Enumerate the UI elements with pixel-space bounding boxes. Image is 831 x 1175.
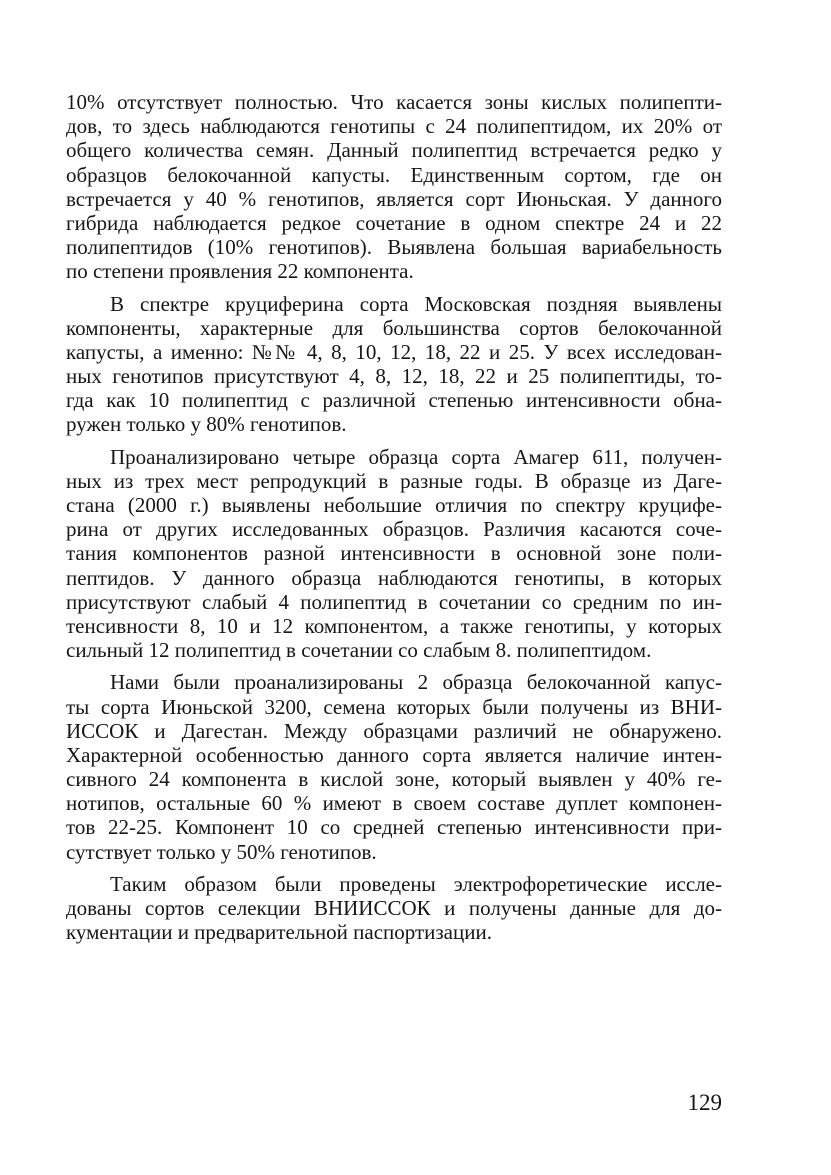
page-number: 129 <box>687 1090 722 1115</box>
text-line: ных из трех мест репродукций в разные годы. В образце из Даге- <box>66 468 722 493</box>
text-line: дованы сортов селекции ВНИИССОК и получены данные для до- <box>66 896 722 920</box>
text-line: дов, то здесь наблюдаются генотипы с 24 полипептидом, их 20% от <box>66 114 722 139</box>
text-line: ных генотипов присутствуют 4, 8, 12, 18, 22 и 25 полипептиды, то- <box>66 364 722 389</box>
paragraph-4 <box>66 670 722 864</box>
text-line: тания компонентов разной интенсивности в основной зоне поли- <box>66 541 722 566</box>
text-line: Таким образом были проведены электрофоретические иссле- <box>110 871 722 896</box>
text-line: ты сорта Июньской 3200, семена которых были получены из ВНИ- <box>66 694 722 719</box>
text-line: В спектре круциферина сорта Московская поздняя выявлены <box>110 291 722 316</box>
text-line: гда как 10 полипептид с различной степенью интенсивности обна- <box>66 388 722 413</box>
text-line: общего количества семян. Данный полипептид встречается редко у <box>66 138 722 163</box>
text-line: 10% отсутствует полностью. Что касается зоны кислых полипепти- <box>66 90 722 114</box>
text-line: сивного 24 компонента в кислой зоне, который выявлен у 40% ге- <box>66 767 722 792</box>
paragraph-2 <box>66 292 722 437</box>
text-line: образцов белокочанной капусты. Единственным сортом, где он <box>66 162 722 187</box>
text-line: стана (2000 г.) выявлены небольшие отличия по спектру круцифе- <box>66 493 722 517</box>
text-line: нотипов, остальные 60 % имеют в своем составе дуплет компонен- <box>66 791 722 816</box>
text-line: полипептидов (10% генотипов). Выявлена большая вариабельность <box>66 235 722 260</box>
text-line: гибрида наблюдается редкое сочетание в одном спектре 24 и 22 <box>66 210 722 235</box>
text-line: сильный 12 полипептид в сочетании со слабым 8. полипептидом. <box>66 638 652 663</box>
paragraph-5 <box>66 872 722 945</box>
text-line: присутствуют слабый 4 полипептид в сочетании со средним по ин- <box>66 589 722 614</box>
text-line: тенсивности 8, 10 и 12 компонентом, а также генотипы, у которых <box>66 613 722 638</box>
text-line: кументации и предварительной паспортизации. <box>66 920 492 945</box>
text-line: капусты, а именно: №№ 4, 8, 10, 12, 18, 22 и 25. У всех исследован- <box>66 339 722 364</box>
text-line: ружен только у 80% генотипов. <box>66 412 347 437</box>
page-body <box>66 90 722 944</box>
text-line: рина от других исследованных образцов. Различия касаются соче- <box>66 517 722 542</box>
text-line: сутствует только у 50% генотипов. <box>66 839 377 864</box>
text-line: Проанализировано четыре образца сорта Амагер 611, получен- <box>110 444 722 469</box>
text-line: по степени проявления 22 компонента. <box>66 259 414 284</box>
text-line: тов 22-25. Компонент 10 со средней степенью интенсивности при- <box>66 815 722 840</box>
paragraph-3 <box>66 445 722 663</box>
text-line: Характерной особенностью данного сорта является наличие интен- <box>66 742 722 767</box>
text-line: компоненты, характерные для большинства сортов белокочанной <box>66 315 722 340</box>
text-line: встречается у 40 % генотипов, является сорт Июньская. У данного <box>66 186 722 211</box>
text-line: ИССОК и Дагестан. Между образцами различий не обнаружено. <box>66 718 722 743</box>
paragraph-1 <box>66 90 722 284</box>
text-line: пептидов. У данного образца наблюдаются генотипы, в которых <box>66 565 722 590</box>
text-line: Нами были проанализированы 2 образца белокочанной капус- <box>110 670 722 695</box>
